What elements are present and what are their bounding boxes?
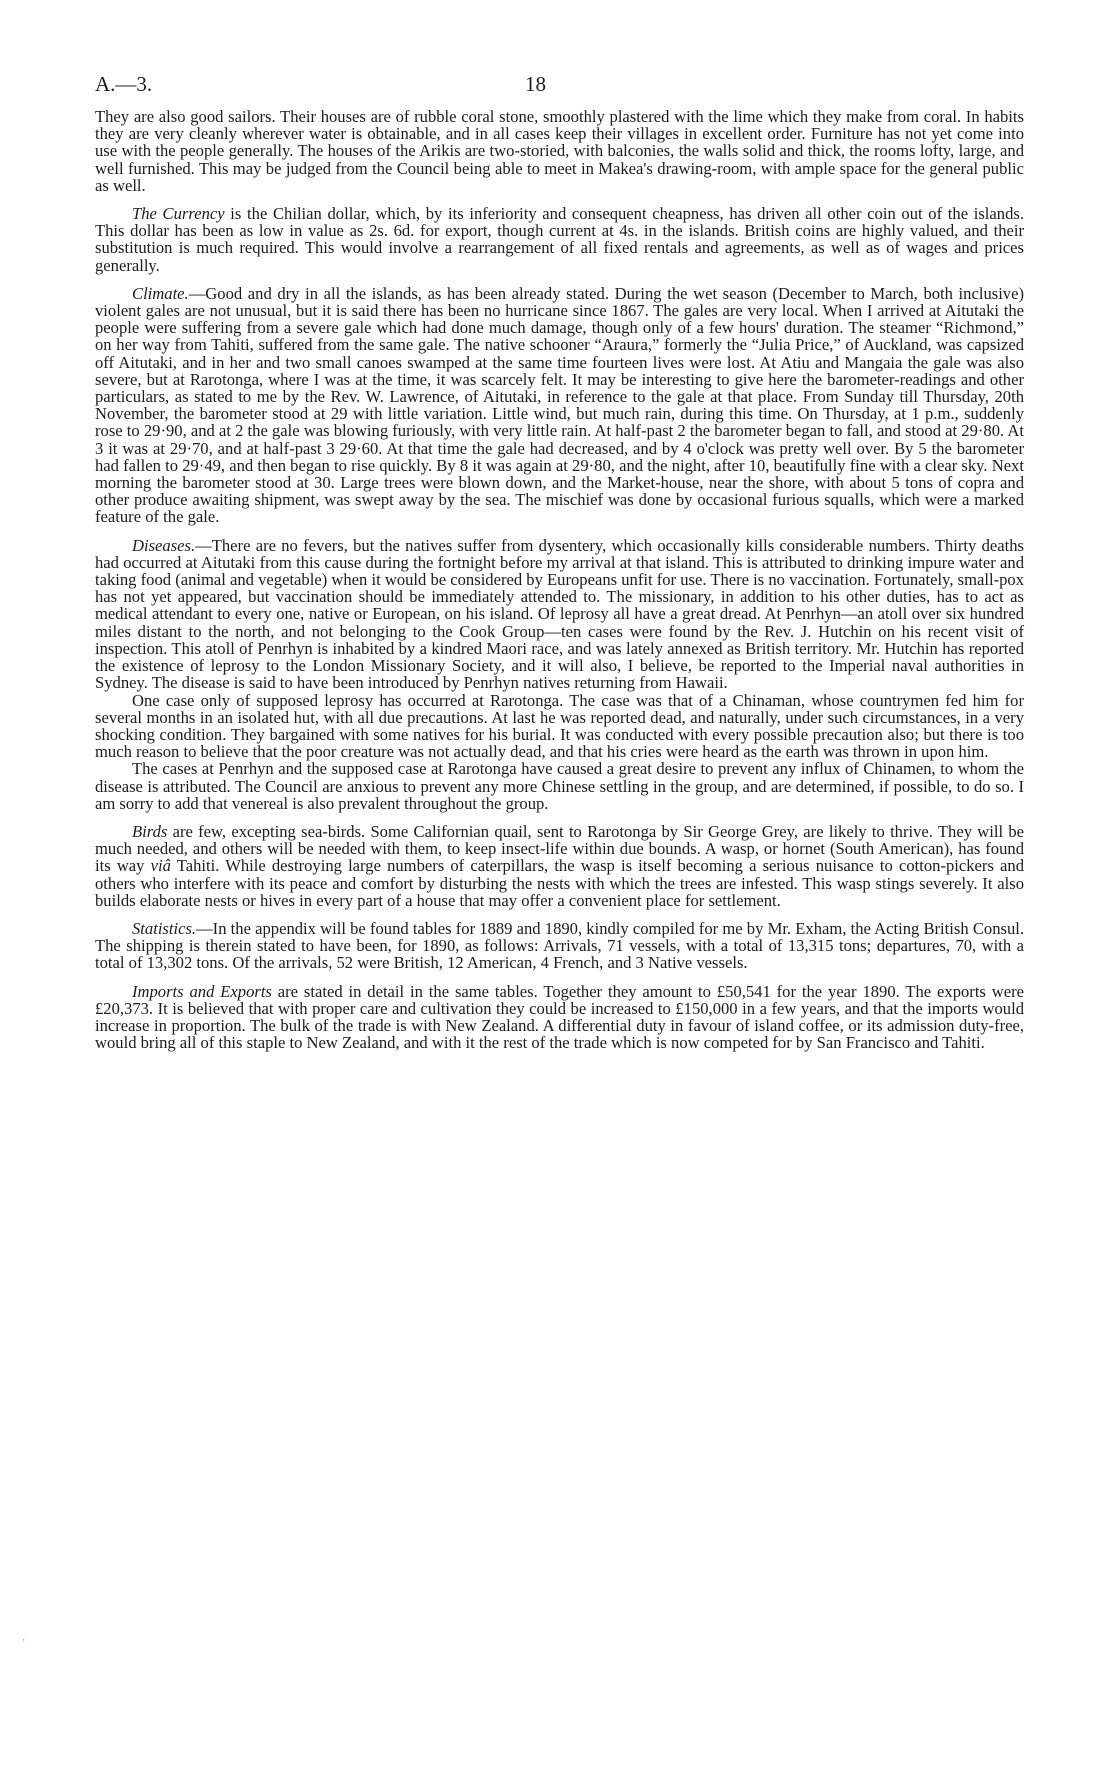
paragraph-birds: Birds are few, excepting sea-birds. Some Californian quail, sent to Rarotonga by Sir George Grey, are likely to thrive. They will be much needed, and others will be needed with them, to keep insect-life within due bounds. A wasp, or hornet (South American), has found its way viâ Tahiti. While destroying large numbers of caterpillars, the wasp is itself becoming a serious nuisance to cotton-pickers and others who interfere with its peace and comfort by disturbing the nests with which the trees are infested. This wasp stings severely. It also builds elaborate nests or hives in every part of a house that may offer a convenient place for settlement. xyxy=(95,821,1024,910)
paragraph-climate: Climate.—Good and dry in all the islands, as has been already stated. During the wet season (December to March, both inclusive) violent gales are not unusual, but it is said there has been no hurricane since 1867. The gales are very local. When I arrived at Aitutaki the people were suffering from a severe gale which had done much damage, though only of a few hours' duration. The steamer “Richmond,” on her way from Tahiti, suffered from the same gale. The native schooner “Araura,” formerly the “Julia Price,” of Auckland, was capsized off Aitutaki, and in her and two small canoes swamped at the same time fourteen lives were lost. At Atiu and Mangaia the gale was also severe, but at Rarotonga, where I was at the time, it was scarcely felt. It may be interesting to give here the barometer-readings and other particulars, as stated to me by the Rev. W. Lawrence, of Aitutaki, in reference to the gale at that place. From Sunday till Thursday, 20th November, the barometer stood at 29 with little variation. Little wind, but much rain, during this time. On Thursday, at 1 p.m., suddenly rose to 29·90, and at 2 the gale was blowing furiously, with very little rain. At half-past 2 the barometer began to fall, and stood at 29·80. At 3 it was at 29·70, and at half-past 3 29·60. At that time the gale had decreased, and by 4 o'clock was pretty well over. By 5 the barometer had fallen to 29·49, and then began to rise quickly. By 8 it was again at 29·80, and the night, after 10, beautifully fine with a clear sky. Next morning the barometer stood at 30. Large trees were blown down, and the Market-house, near the shore, with about 5 tons of copra and other produce awaiting shipment, was swept away by the sea. The mischief was done by occasional furious squalls, which were a marked feature of the gale. xyxy=(95,283,1024,527)
section-lead-statistics: Statistics. xyxy=(132,918,197,938)
body-text xyxy=(95,108,1024,1051)
document-reference: A.—3. xyxy=(95,72,153,96)
paragraph-diseases: Diseases.—There are no fevers, but the natives suffer from dysentery, which occasionally kills considerable numbers. Thirty deaths had occurred at Aitutaki from this cause during the fortnight before my arrival at that island. This is attributed to drinking impure water and taking food (animal and vegetable) when it would be considered by Europeans unfit for use. There is no vaccination. Fortunately, small-pox has not yet appeared, but vaccination should be immediately attended to. The missionary, in addition to his other duties, has to act as medical attendant to every one, native or European, on his island. Of leprosy all have a great dread. At Penrhyn—an atoll over six hundred miles distant to the north, and not belonging to the Cook Group—ten cases were found by the Rev. J. Hutchin on his recent visit of inspection. This atoll of Penrhyn is inhabited by a kindred Maori race, and was lately annexed as British territory. Mr. Hutchin has reported the existence of leprosy to the London Missionary Society, and it will also, I believe, be reported to the Imperial naval authorities in Sydney. The disease is said to have been introduced by Penrhyn natives returning from Hawaii. xyxy=(95,535,1024,693)
paragraph-penrhyn-cases: The cases at Penrhyn and the supposed case at Rarotonga have caused a great desire to prevent any influx of Chinamen, to whom the disease is attributed. The Council are anxious to prevent any more Chinese settling in the group, and are determined, if possible, to do so. I am sorry to add that venereal is also prevalent throughout the group. xyxy=(95,759,1024,813)
section-lead-climate: Climate. xyxy=(132,283,189,303)
paragraph-currency: The Currency is the Chilian dollar, which, by its inferiority and consequent cheapness, has driven all other coin out of the islands. This dollar has been as low in value as 2s. 6d. for export, though current at 4s. in the islands. British coins are highly valued, and their substitution is much required. This would involve a rearrangement of all fixed rentals and agreements, as well as of wages and prices generally. xyxy=(95,204,1024,275)
margin-mark: ’ xyxy=(22,1638,26,1649)
section-lead-diseases: Diseases. xyxy=(132,535,196,555)
page-number: 18 xyxy=(525,72,546,96)
italic-via: viâ xyxy=(150,856,171,876)
paragraph-sailors: They are also good sailors. Their houses are of rubble coral stone, smoothly plastered with the lime which they make from coral. In habits they are very cleanly wherever water is obtainable, and in all cases keep their villages in excellent order. Furniture has not yet come into use with the people generally. The houses of the Arikis are two-storied, with balconies, the walls solid and thick, the rooms lofty, large, and well furnished. This may be judged from the Council being able to meet in Makea's drawing-room, with ample space for the general public as well. xyxy=(95,107,1024,195)
paragraph-imports-exports: Imports and Exports are stated in detail in the same tables. Together they amount to £50,541 for the year 1890. The exports were £20,373. It is believed that with proper care and cultivation they could be increased to £150,000 in a few years, and that the imports would increase in proportion. The bulk of the trade is with New Zealand. A differential duty in favour of island coffee, or its admission duty-free, would bring all of this staple to New Zealand, and with it the rest of the trade which is now competed for by San Francisco and Tahiti. xyxy=(95,981,1024,1053)
section-lead-currency: The Currency xyxy=(132,204,225,224)
paragraph-statistics: Statistics.—In the appendix will be found tables for 1889 and 1890, kindly compiled for me by Mr. Exham, the Acting British Consul. The shipping is therein stated to have been, for 1890, as follows: Arrivals, 71 vessels, with a total of 13,315 tons; departures, 70, with a total of 13,302 tons. Of the arrivals, 52 were British, 12 American, 4 French, and 3 Native vessels. xyxy=(95,918,1024,973)
section-lead-imports-exports: Imports and Exports xyxy=(132,981,272,1001)
page-header xyxy=(95,60,1024,108)
section-lead-birds: Birds xyxy=(132,821,168,841)
paragraph-leprosy-case: One case only of supposed leprosy has occurred at Rarotonga. The case was that of a Chinaman, whose countrymen fed him for several months in an isolated hut, with all due precautions. At last he was reported dead, and naturally, under such circumstances, in a very shocking condition. They bargained with some natives for his burial. It was conducted with every possible precaution also; but there is too much reason to believe that the poor creature was not actually dead, and that his cries were heard as the earth was thrown in upon him. xyxy=(95,690,1024,762)
